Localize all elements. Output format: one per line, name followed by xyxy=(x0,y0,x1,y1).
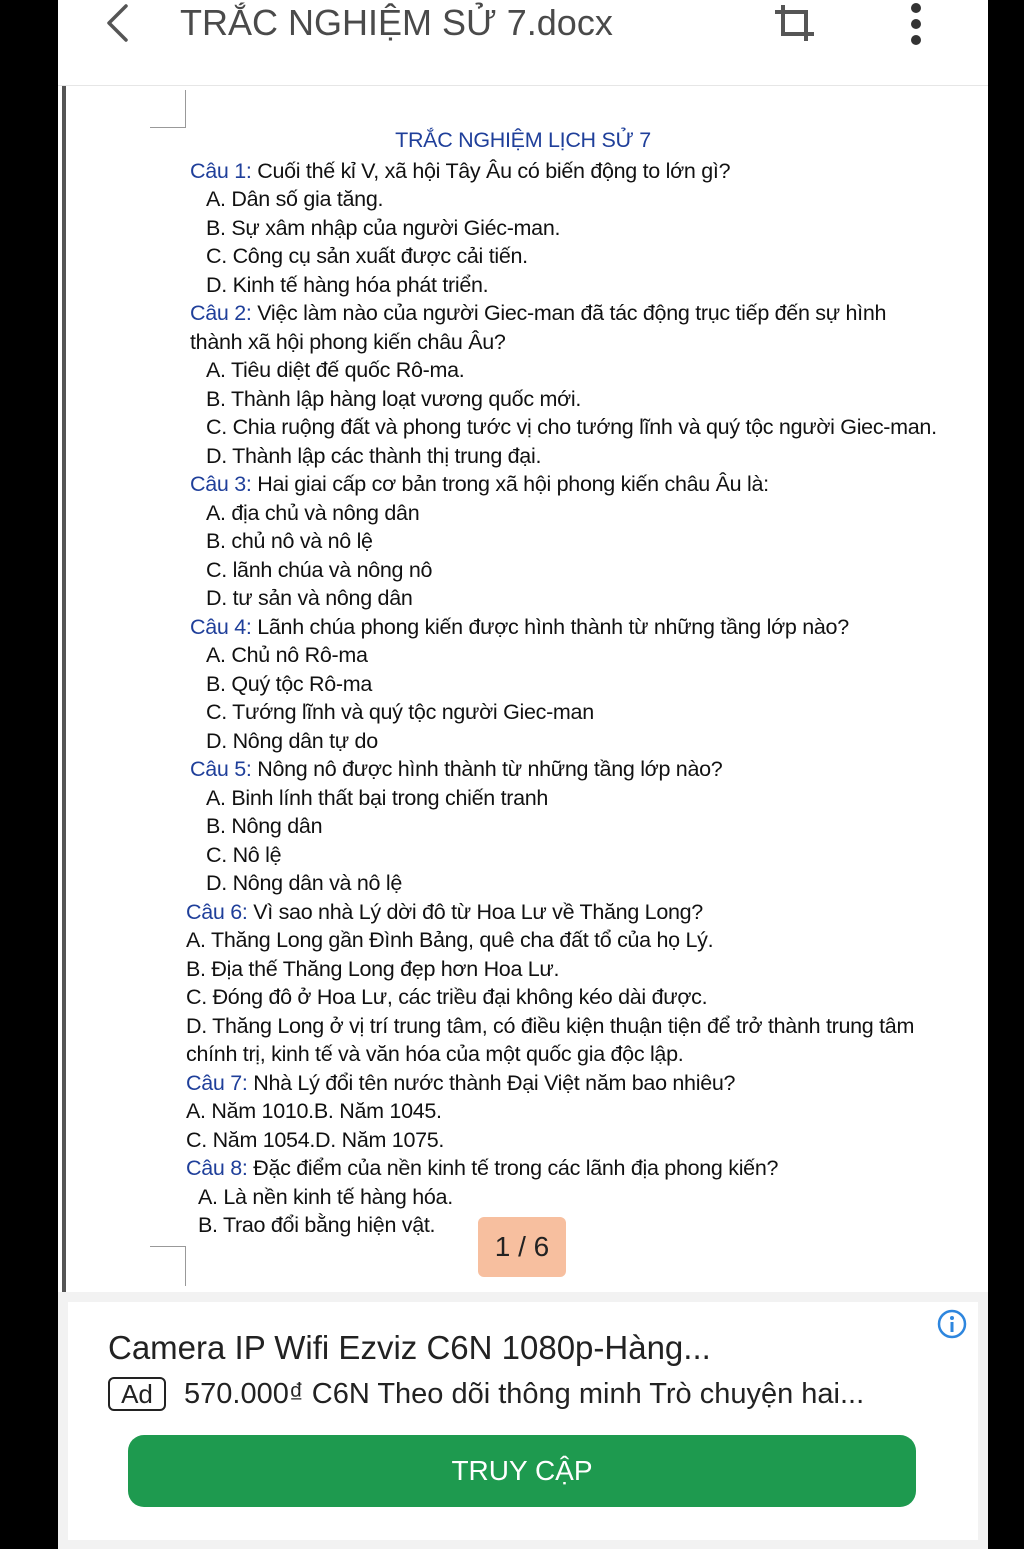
answer-line xyxy=(206,185,383,213)
line-text: A. Là nền kinh tế hàng hóa. xyxy=(198,1185,453,1209)
line-text: B. Trao đổi bằng hiện vật. xyxy=(198,1213,436,1237)
app-bar xyxy=(58,0,988,86)
document-heading: TRẮC NGHIỆM LỊCH SỬ 7 xyxy=(395,128,651,152)
answer-line xyxy=(206,841,281,869)
question-line xyxy=(190,470,769,498)
answer-line xyxy=(206,698,594,726)
answer-line xyxy=(198,1211,435,1239)
question-label: Câu 8: xyxy=(186,1156,248,1180)
question-label: Câu 3: xyxy=(190,472,252,496)
question-line xyxy=(186,898,703,926)
question-line xyxy=(190,755,722,783)
line-text: A. Binh lính thất bại trong chiến tranh xyxy=(206,786,549,810)
line-text: A. địa chủ và nông dân xyxy=(206,501,420,525)
answer-line xyxy=(186,955,559,983)
line-text: B. Địa thế Thăng Long đẹp hơn Hoa Lư. xyxy=(186,957,560,981)
answer-line xyxy=(186,1097,442,1125)
line-text: Hai giai cấp cơ bản trong xã hội phong kiến châu Âu là: xyxy=(251,472,769,496)
line-text: B. Quý tộc Rô-ma xyxy=(206,672,373,696)
line-text: D. Nông dân tự do xyxy=(206,729,378,753)
line-text: B. Sự xâm nhập của người Giéc-man. xyxy=(206,216,561,240)
line-text: D. Kinh tế hàng hóa phát triển. xyxy=(206,273,489,297)
page-indicator: 1 / 6 xyxy=(478,1217,566,1277)
ad-title[interactable]: Camera IP Wifi Ezviz C6N 1080p-Hàng... xyxy=(108,1329,711,1366)
answer-line xyxy=(206,556,432,584)
question-line xyxy=(190,299,886,327)
line-text: chính trị, kinh tế và văn hóa của một quốc gia độc lập. xyxy=(186,1042,684,1066)
ad-cta-button[interactable]: TRUY CẬP xyxy=(128,1435,916,1507)
answer-line xyxy=(206,356,464,384)
line-text: B. Thành lập hàng loạt vương quốc mới. xyxy=(206,387,582,411)
question-label: Câu 4: xyxy=(190,615,252,639)
answer-line xyxy=(206,869,402,897)
line-text: thành xã hội phong kiến châu Âu? xyxy=(190,330,506,354)
answer-line xyxy=(206,641,368,669)
document-page[interactable] xyxy=(58,86,988,1292)
line-text: Nông nô được hình thành từ những tầng lớp nào? xyxy=(251,757,723,781)
line-text: C. Đóng đô ở Hoa Lư, các triều đại không kéo dài được. xyxy=(186,985,708,1009)
line-text: B. chủ nô và nô lệ xyxy=(206,529,373,553)
document-title: TRẮC NGHIỆM SỬ 7.docx xyxy=(180,2,613,43)
info-icon xyxy=(936,1308,968,1340)
answer-line xyxy=(206,413,937,441)
line-text: D. Thành lập các thành thị trung đại. xyxy=(206,444,542,468)
line-text: C. Nô lệ xyxy=(206,843,282,867)
line-text: A. Dân số gia tăng. xyxy=(206,187,384,211)
ad-info-button[interactable] xyxy=(934,1306,970,1342)
crop-button[interactable] xyxy=(770,0,820,46)
question-label: Câu 7: xyxy=(186,1071,248,1095)
crop-icon xyxy=(774,3,816,43)
answer-line xyxy=(190,328,506,356)
line-text: Cuối thế kỉ V, xã hội Tây Âu có biến động to lớn gì? xyxy=(251,159,731,183)
line-text: A. Chủ nô Rô-ma xyxy=(206,643,368,667)
answer-line xyxy=(186,1012,914,1040)
answer-line xyxy=(206,442,541,470)
line-text: A. Tiêu diệt đế quốc Rô-ma. xyxy=(206,358,465,382)
line-text: A. Năm 1010.B. Năm 1045. xyxy=(186,1099,442,1123)
back-button[interactable] xyxy=(98,0,138,46)
answer-line xyxy=(198,1183,453,1211)
answer-line xyxy=(206,727,378,755)
line-text: Đặc điểm của nền kinh tế trong các lãnh địa phong kiến? xyxy=(247,1156,779,1180)
answer-line xyxy=(206,527,373,555)
line-text: A. Thăng Long gần Đình Bảng, quê cha đất tổ của họ Lý. xyxy=(186,928,714,952)
line-text: D. Nông dân và nô lệ xyxy=(206,871,402,895)
answer-line xyxy=(206,499,419,527)
line-text: Vì sao nhà Lý dời đô từ Hoa Lư về Thăng Long? xyxy=(247,900,703,924)
ad-badge: Ad xyxy=(108,1377,166,1411)
answer-line xyxy=(206,214,560,242)
answer-line xyxy=(206,242,528,270)
line-text: C. lãnh chúa và nông nô xyxy=(206,558,433,582)
answer-line xyxy=(186,1040,683,1068)
answer-line xyxy=(206,670,372,698)
answer-line xyxy=(186,983,707,1011)
line-text: Nhà Lý đổi tên nước thành Đại Việt năm bao nhiêu? xyxy=(247,1071,736,1095)
question-label: Câu 1: xyxy=(190,159,252,183)
answer-line xyxy=(206,271,488,299)
more-options-button[interactable] xyxy=(896,0,936,50)
document-content xyxy=(58,86,988,1292)
answer-line xyxy=(206,584,413,612)
more-vertical-icon xyxy=(908,2,924,48)
question-line xyxy=(190,613,849,641)
phone-screen xyxy=(58,0,988,1549)
line-text: C. Tướng lĩnh và quý tộc người Giec-man xyxy=(206,700,594,724)
line-text: Lãnh chúa phong kiến được hình thành từ những tầng lớp nào? xyxy=(251,615,849,639)
line-text: C. Chia ruộng đất và phong tước vị cho tướng lĩnh và quý tộc người Giec-man. xyxy=(206,415,937,439)
answer-line xyxy=(206,784,548,812)
question-line xyxy=(186,1069,735,1097)
line-text: C. Năm 1054.D. Năm 1075. xyxy=(186,1128,445,1152)
line-text: B. Nông dân xyxy=(206,814,323,838)
line-text: D. tư sản và nông dân xyxy=(206,586,413,610)
ad-description[interactable]: 570.000₫ C6N Theo dõi thông minh Trò chuyện hai... xyxy=(184,1378,865,1410)
answer-line xyxy=(186,926,713,954)
question-line xyxy=(186,1154,778,1182)
answer-line xyxy=(186,1126,444,1154)
chevron-left-icon xyxy=(104,3,132,43)
answer-line xyxy=(206,812,322,840)
line-text: C. Công cụ sản xuất được cải tiến. xyxy=(206,244,528,268)
line-text: Việc làm nào của người Giec-man đã tác động trục tiếp đến sự hình xyxy=(251,301,887,325)
answer-line xyxy=(206,385,581,413)
question-label: Câu 2: xyxy=(190,301,252,325)
question-line xyxy=(190,157,730,185)
line-text: D. Thăng Long ở vị trí trung tâm, có điều kiện thuận tiện để trở thành trung tâm xyxy=(186,1014,915,1038)
question-label: Câu 5: xyxy=(190,757,252,781)
question-label: Câu 6: xyxy=(186,900,248,924)
